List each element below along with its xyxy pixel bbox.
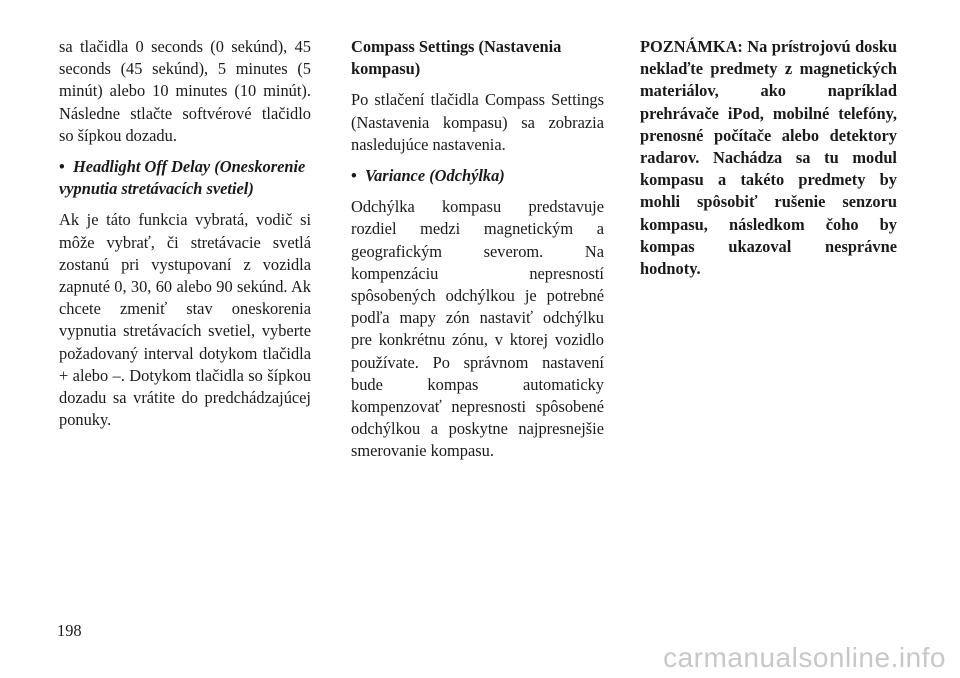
text-column-middle [351, 36, 604, 472]
paragraph-compass-settings-intro: Po stlačení tlačidla Compass Settings (Nastavenia kompasu) sa zobrazia nasledujúce nastavenia. [351, 90, 604, 154]
note-magnetic-objects: POZNÁMKA: Na prístrojovú dosku neklaďte predmety z magnetických materiálov, ako napríklad prehrávače iPod, mobilné telefóny, prenosné počítače alebo detektory radarov. Nachádza sa tu modul kompasu a takéto predmety by mohli spôsobiť rušenie senzoru kompasu, následkom čoho by kompas ukazoval nesprávne hodnoty. [640, 37, 897, 279]
paragraph-timeout-options: sa tlačidla 0 seconds (0 sekúnd), 45 seconds (45 sekúnd), 5 minutes (5 minút) alebo 10 minutes (10 minút). Následne stlačte softvérové tlačidlo so šípkou dozadu. [59, 37, 311, 145]
page-number: 198 [57, 621, 82, 640]
paragraph-variance: Odchýlka kompasu predstavuje rozdiel medzi magnetickým a geografickým severom. Na kompenzáciu nepresností spôsobených odchýlkou je potrebné podľa mapy zón nastaviť odchýlku pre konkrétnu zónu, v ktorej vozidlo používate. Po správnom nastavení bude kompas automaticky kompenzovať nepresnosti spôsobené odchýlkou a poskytne najpresnejšie smerovanie kompasu. [351, 197, 604, 461]
bullet-icon: • [59, 157, 65, 177]
watermark-text: carmanualsonline.info [663, 642, 946, 673]
bullet-icon: • [351, 166, 357, 186]
text-column-left [59, 36, 311, 440]
text-column-right [640, 36, 897, 289]
section-heading-compass-settings: Compass Settings (Nastavenia kompasu) [351, 37, 562, 79]
bullet-variance [351, 165, 604, 187]
bullet-heading-text: Variance (Odchýlka) [365, 166, 505, 186]
bullet-heading-text: Headlight Off Delay (Oneskorenie vypnutia stretávacích svetiel) [59, 157, 306, 199]
bullet-headlight-off-delay [59, 156, 311, 200]
paragraph-headlight-delay: Ak je táto funkcia vybratá, vodič si môže vybrať, či stretávacie svetlá zostanú pri vystupovaní z vozidla zapnuté 0, 30, 60 alebo 90 sekúnd. Ak chcete zmeniť stav oneskorenia vypnutia stretávacích svetiel, vyberte požadovaný interval dotykom tlačidla + alebo –. Dotykom tlačidla so šípkou dozadu sa vrátite do predchádzajúcej ponuky. [59, 210, 311, 430]
